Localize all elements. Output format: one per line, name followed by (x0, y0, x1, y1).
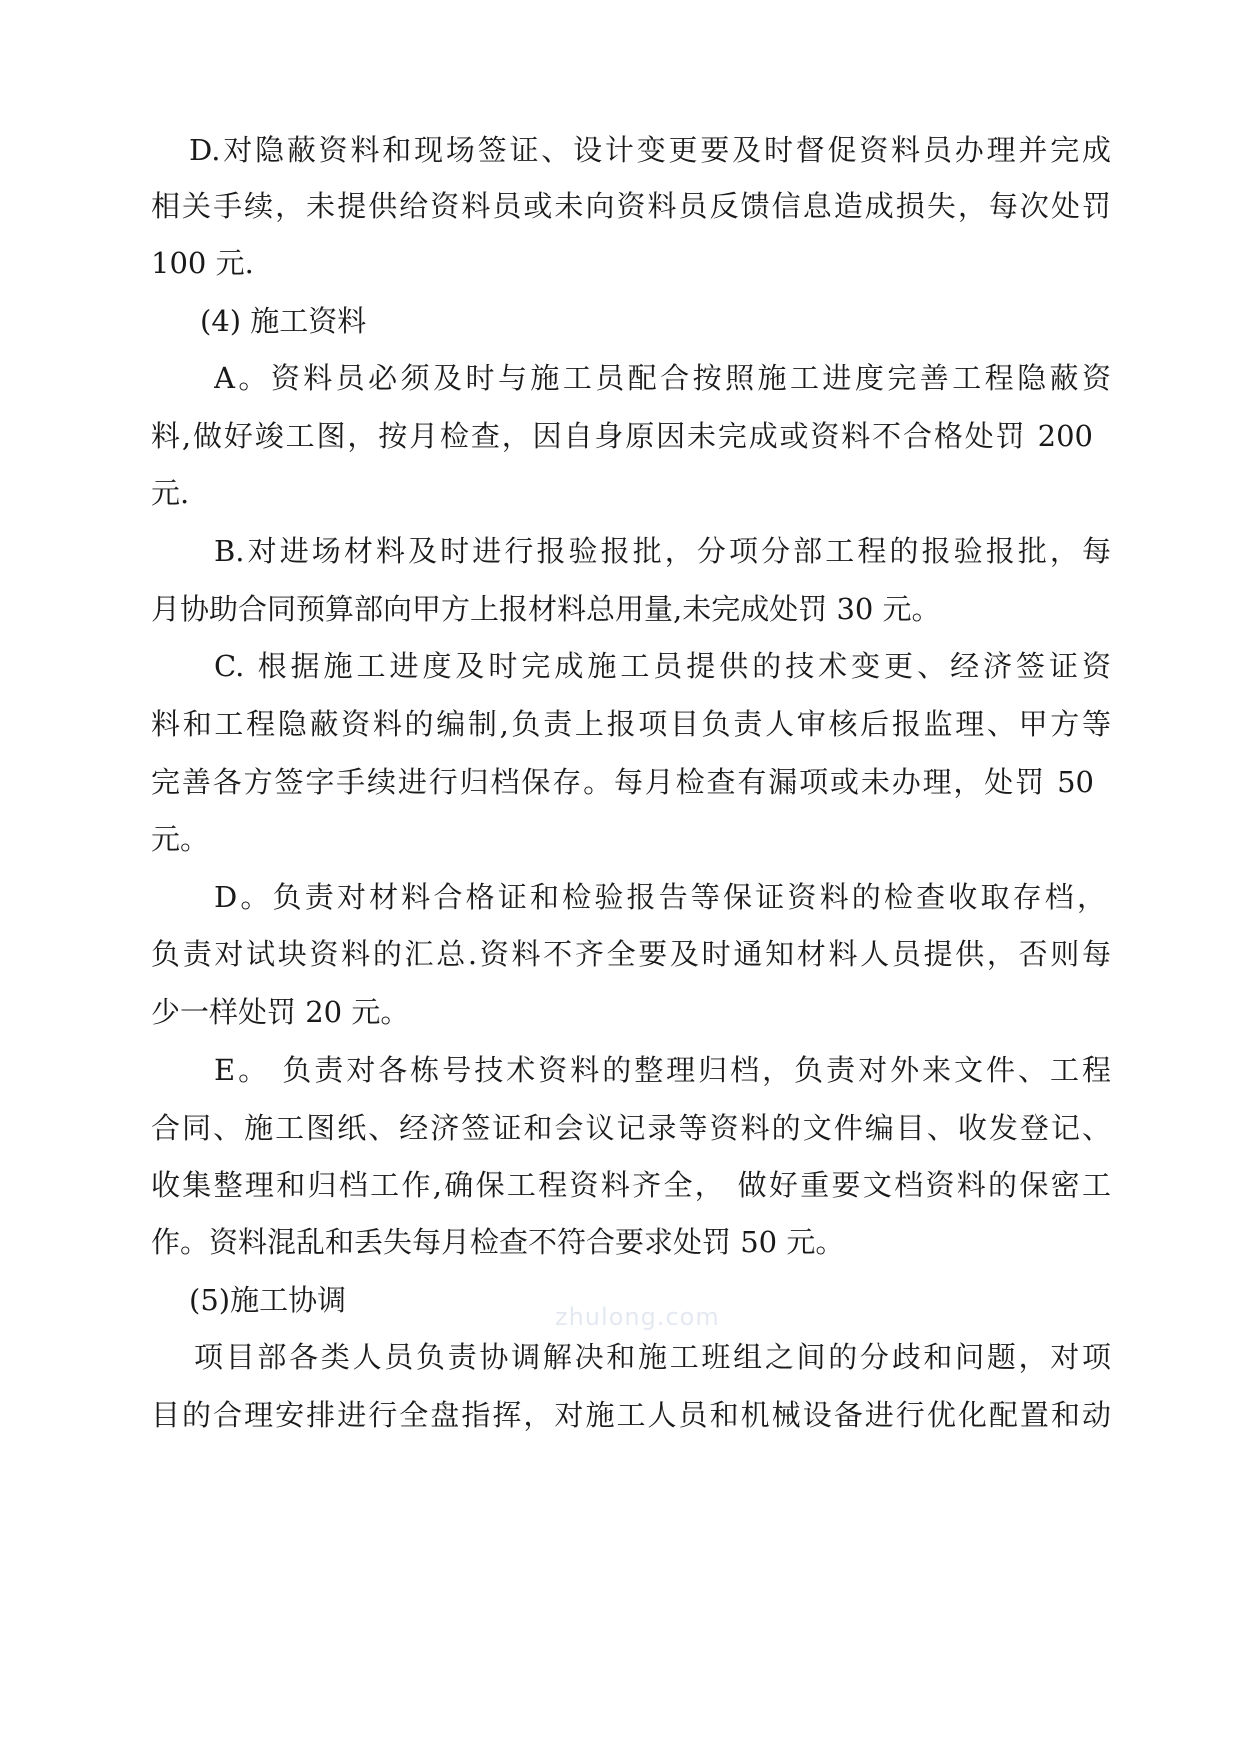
text-line: 收集整理和归档工作,确保工程资料齐全， 做好重要文档资料的保密工 (151, 1168, 1111, 1202)
text-line: 项目部各类人员负责协调解决和施工班组之间的分歧和问题，对项 (194, 1340, 1111, 1374)
text-line: 100 元. (151, 246, 254, 280)
text-line: 相关手续，未提供给资料员或未向资料员反馈信息造成损失，每次处罚 (151, 189, 1111, 223)
text-line: 合同、施工图纸、经济签证和会议记录等资料的文件编目、收发登记、 (151, 1111, 1111, 1145)
text-line: C. 根据施工进度及时完成施工员提供的技术变更、经济签证资 (214, 649, 1111, 683)
text-line: D.对隐蔽资料和现场签证、设计变更要及时督促资料员办理并完成 (189, 133, 1111, 167)
text-line: A。资料员必须及时与施工员配合按照施工进度完善工程隐蔽资 (214, 361, 1111, 395)
text-line: 元。 (151, 822, 210, 856)
text-line: B.对进场材料及时进行报验报批，分项分部工程的报验报批，每 (214, 534, 1111, 568)
text-line: 少一样处罚 20 元。 (151, 995, 410, 1029)
section-heading: (4) 施工资料 (200, 304, 367, 338)
watermark: zhulong.com (555, 1303, 720, 1331)
text-line: D。负责对材料合格证和检验报告等保证资料的检查收取存档， (214, 880, 1106, 914)
text-line: 料和工程隐蔽资料的编制,负责上报项目负责人审核后报监理、甲方等 (151, 707, 1111, 741)
text-line: 作。资料混乱和丢失每月检查不符合要求处罚 50 元。 (151, 1225, 845, 1259)
text-line: 月协助合同预算部向甲方上报材料总用量,未完成处罚 30 元。 (151, 592, 941, 626)
text-line: 料,做好竣工图，按月检查，因自身原因未完成或资料不合格处罚 200 (151, 419, 1093, 453)
text-line: 目的合理安排进行全盘指挥，对施工人员和机械设备进行优化配置和动 (151, 1398, 1111, 1432)
text-line: 元. (151, 476, 190, 510)
text-line: 负责对试块资料的汇总.资料不齐全要及时通知材料人员提供，否则每 (151, 937, 1111, 971)
text-line: 完善各方签字手续进行归档保存。每月检查有漏项或未办理，处罚 50 (151, 765, 1094, 799)
section-heading: (5)施工协调 (189, 1283, 347, 1317)
text-line: E。 负责对各栋号技术资料的整理归档，负责对外来文件、工程 (214, 1053, 1111, 1087)
